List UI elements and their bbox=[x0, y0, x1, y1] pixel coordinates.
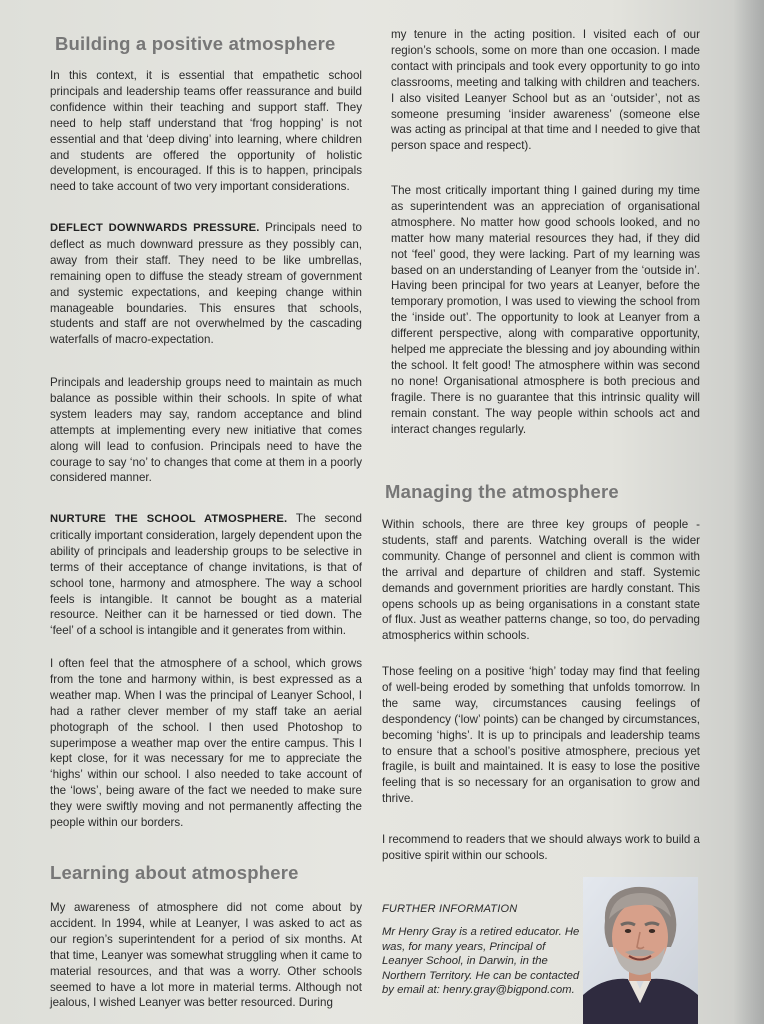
paragraph: Those feeling on a positive ‘high’ today may find that feeling of well-being eroded by something that unfolds tomorrow. In the same way, circumstances causing feelings of despondency (‘low’ points) can be changed by circumstances, becoming ‘highs’. It is up to principals and leadership teams to ensure that a school’s positive atmosphere, precious yet fragile, is built and maintained. It is easy to lose the positive feeling that is so necessary for an organisation to grow and thrive. bbox=[382, 665, 700, 806]
paragraph-recommendation: I recommend to readers that we should always work to build a positive spirit within our schools. bbox=[382, 833, 700, 862]
page-edge-shadow bbox=[733, 0, 764, 1024]
paragraph: Within schools, there are three key groups of people - students, staff and parents. Watching overall is the wider community. Change of personnel and client is common with the arrival and departure of children and staff. Systemic demands and government priorities are hardly constant. This opens schools up as being organisations in a constant state of flux. Just as weather patterns change, so too, do pervading atmospherics within schools. bbox=[382, 518, 700, 643]
further-information-title: FURTHER INFORMATION bbox=[382, 903, 518, 915]
paragraph: In this context, it is essential that empathetic school principals and leadership teams offer reassurance and build confidence within their teaching and support staff. They need to help staff understand that ‘frog hopping’ is not essential and that ‘deep diving’ into learning, where children and students are offered the opportunity of holistic development, is encouraged. If this is to happen, principals need to take account of two very important considerations. bbox=[50, 69, 362, 194]
lead-nurture-school-atmosphere: NURTURE THE SCHOOL ATMOSPHERE. bbox=[50, 513, 288, 525]
lead-deflect-downwards-pressure: DEFLECT DOWNWARDS PRESSURE. bbox=[50, 222, 260, 234]
paragraph-text: Principals need to deflect as much downward pressure as they possibly can, away from their staff. They need to be like umbrellas, remaining open to diffuse the steady stream of government and systemic expectations, and keeping change within manageable boundaries. This ensures that schools, students and staff are not overwhelmed by the cascading waterfalls of macro-expectation. bbox=[50, 221, 362, 347]
author-bio: Mr Henry Gray is a retired educator. He was, for many years, Principal of Leanyer School, in Darwin, in the Northern Territory. He can be contacted by email at: henry.gray@bigpond.com. bbox=[382, 926, 580, 997]
heading-building-positive-atmosphere: Building a positive atmosphere bbox=[55, 33, 336, 54]
paragraph-weather-map: I often feel that the atmosphere of a school, which grows from the tone and harmony within, is best expressed as a weather map. When I was the principal of Leanyer School, I had a rather clever member of my staff take an aerial photograph of the school. I then used Photoshop to superimpose a weather map over the entire campus. This I kept close, for it was necessary for me to appreciate the ‘highs’ within our school. I also needed to take account of the ‘lows’, being aware of the fact we needed to make sure they were swiftly moving and not permanently affecting the people within our borders. bbox=[50, 657, 362, 830]
heading-managing-the-atmosphere: Managing the atmosphere bbox=[385, 481, 619, 502]
paragraph-deflect bbox=[50, 220, 362, 348]
paragraph-nurture bbox=[50, 511, 362, 639]
paragraph-text: The second critically important consideration, largely dependent upon the ability of principals and leadership groups to be selective in terms of their acceptance of change invitations, is that of school tone, harmony and atmosphere. The way a school feels is intangible. It cannot be bought as a material resource. Neither can it be harnessed or tied down. The ‘feel’ of a school is intangible and it generates from within. bbox=[50, 512, 362, 638]
paragraph: my tenure in the acting position. I visited each of our region’s schools, some on more than one occasion. I made contact with principals and took every opportunity to go into classrooms, meeting and talking with children and teachers. I also visited Leanyer School but as an ‘outsider’, not as someone presuming ‘insider awareness’ (someone else was acting as principal at that time and I needed to give that person space and respect). bbox=[391, 28, 700, 153]
paragraph: Principals and leadership groups need to maintain as much balance as possible within their schools. In spite of what system leaders may say, random acceptance and blind attempts at implementing every new initiative that comes along will lead to confusion. Principals need to have the courage to say ‘no’ to changes that come at them in a poorly considered manner. bbox=[50, 376, 362, 485]
heading-learning-about-atmosphere: Learning about atmosphere bbox=[50, 862, 299, 883]
author-photo bbox=[583, 877, 698, 1024]
paragraph: The most critically important thing I gained during my time as superintendent was an appreciation of organisational atmosphere. No matter how good schools looked, and no matter how many material resources they had, if they did not ‘feel’ good, they were lacking. Part of my learning was based on an understanding of Leanyer from the ‘outside in’. Having been principal for two years at Leanyer, before the temporary promotion, I was used to viewing the school from the ‘inside out’. The opportunity to look at Leanyer from a different perspective, along with comparative opportunity, helped me appreciate the blessing and joy abounding within the school. It felt good! The atmosphere within was second no none! Organisational atmosphere is both precious and fragile. There is no guarantee that this intrinsic quality will remain constant. The way people within schools act and interact changes regularly. bbox=[391, 184, 700, 436]
paragraph: My awareness of atmosphere did not come about by accident. In 1994, while at Leanyer, I was asked to act as our region’s superintendent for a period of six months. At that time, Leanyer was somewhat struggling when it came to material resources, and that was a worry. Other schools seemed to have a lot more in material terms. Although not jealous, I wished Leanyer was better resourced. During bbox=[50, 901, 362, 1010]
portrait-image bbox=[583, 877, 698, 1024]
